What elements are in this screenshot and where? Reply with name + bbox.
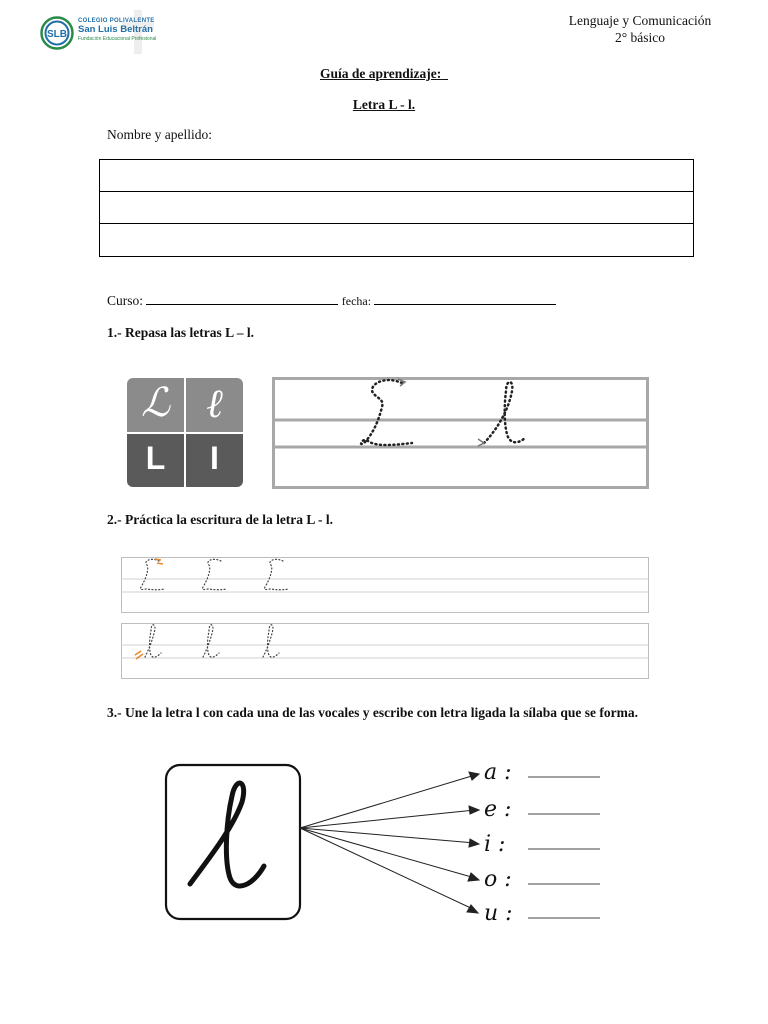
vowel-label: e : [484,797,512,822]
grade-level: 2° básico [614,30,665,45]
vowel-label: o : [484,867,512,892]
answer-lines [528,777,600,918]
course-field[interactable] [146,292,338,305]
logo-emblem-icon [40,16,74,50]
print-upper-letter: L [145,440,166,476]
school-logo [40,14,180,58]
page-title: Guía de aprendizaje: [320,66,442,81]
syllable-diagram [160,760,610,925]
cursive-lower-letter: ℓ [206,381,223,427]
cursive-upper-letter: ℒ [141,380,170,426]
connector-arrows [300,772,479,913]
tracing-lines-1[interactable] [272,377,649,489]
course-date-row [107,292,556,309]
logo-line-1: COLEGIO POLIVALENTE [78,18,155,24]
print-lower-letter: I [210,440,219,476]
section-2-heading: 2.- Práctica la escritura de la letra L - l. [107,512,334,527]
vowel-label: u : [484,901,513,925]
name-field[interactable] [99,159,694,257]
name-line[interactable] [100,160,693,192]
vowel-label: i : [484,832,506,857]
section-3-heading: 3.- Une la letra l con cada una de las vocales y escribe con letra ligada la sílaba que se forma. [107,705,638,720]
date-field[interactable] [374,292,556,305]
section-1-heading: 1.- Repasa las letras L – l. [107,325,254,340]
name-line[interactable] [100,224,693,256]
name-line[interactable] [100,192,693,224]
logo-line-3: Fundación Educacional Profesional [78,35,157,42]
practice-lines-upper[interactable] [121,557,649,613]
vowel-label: a : [484,760,512,785]
cross-watermark-icon [118,8,158,56]
date-label: fecha: [341,294,372,308]
practice-lines-lower[interactable] [121,623,649,679]
svg-text:SLB: SLB [47,29,67,40]
page-subtitle: Letra L - l. [352,97,416,112]
logo-line-2: San Luis Beltrán [78,24,153,35]
letter-card [127,378,243,487]
subject-name: Lenguaje y Comunicación [568,13,712,28]
name-label: Nombre y apellido: [107,127,212,142]
subject-header [540,12,740,46]
course-label: Curso: [107,293,144,308]
